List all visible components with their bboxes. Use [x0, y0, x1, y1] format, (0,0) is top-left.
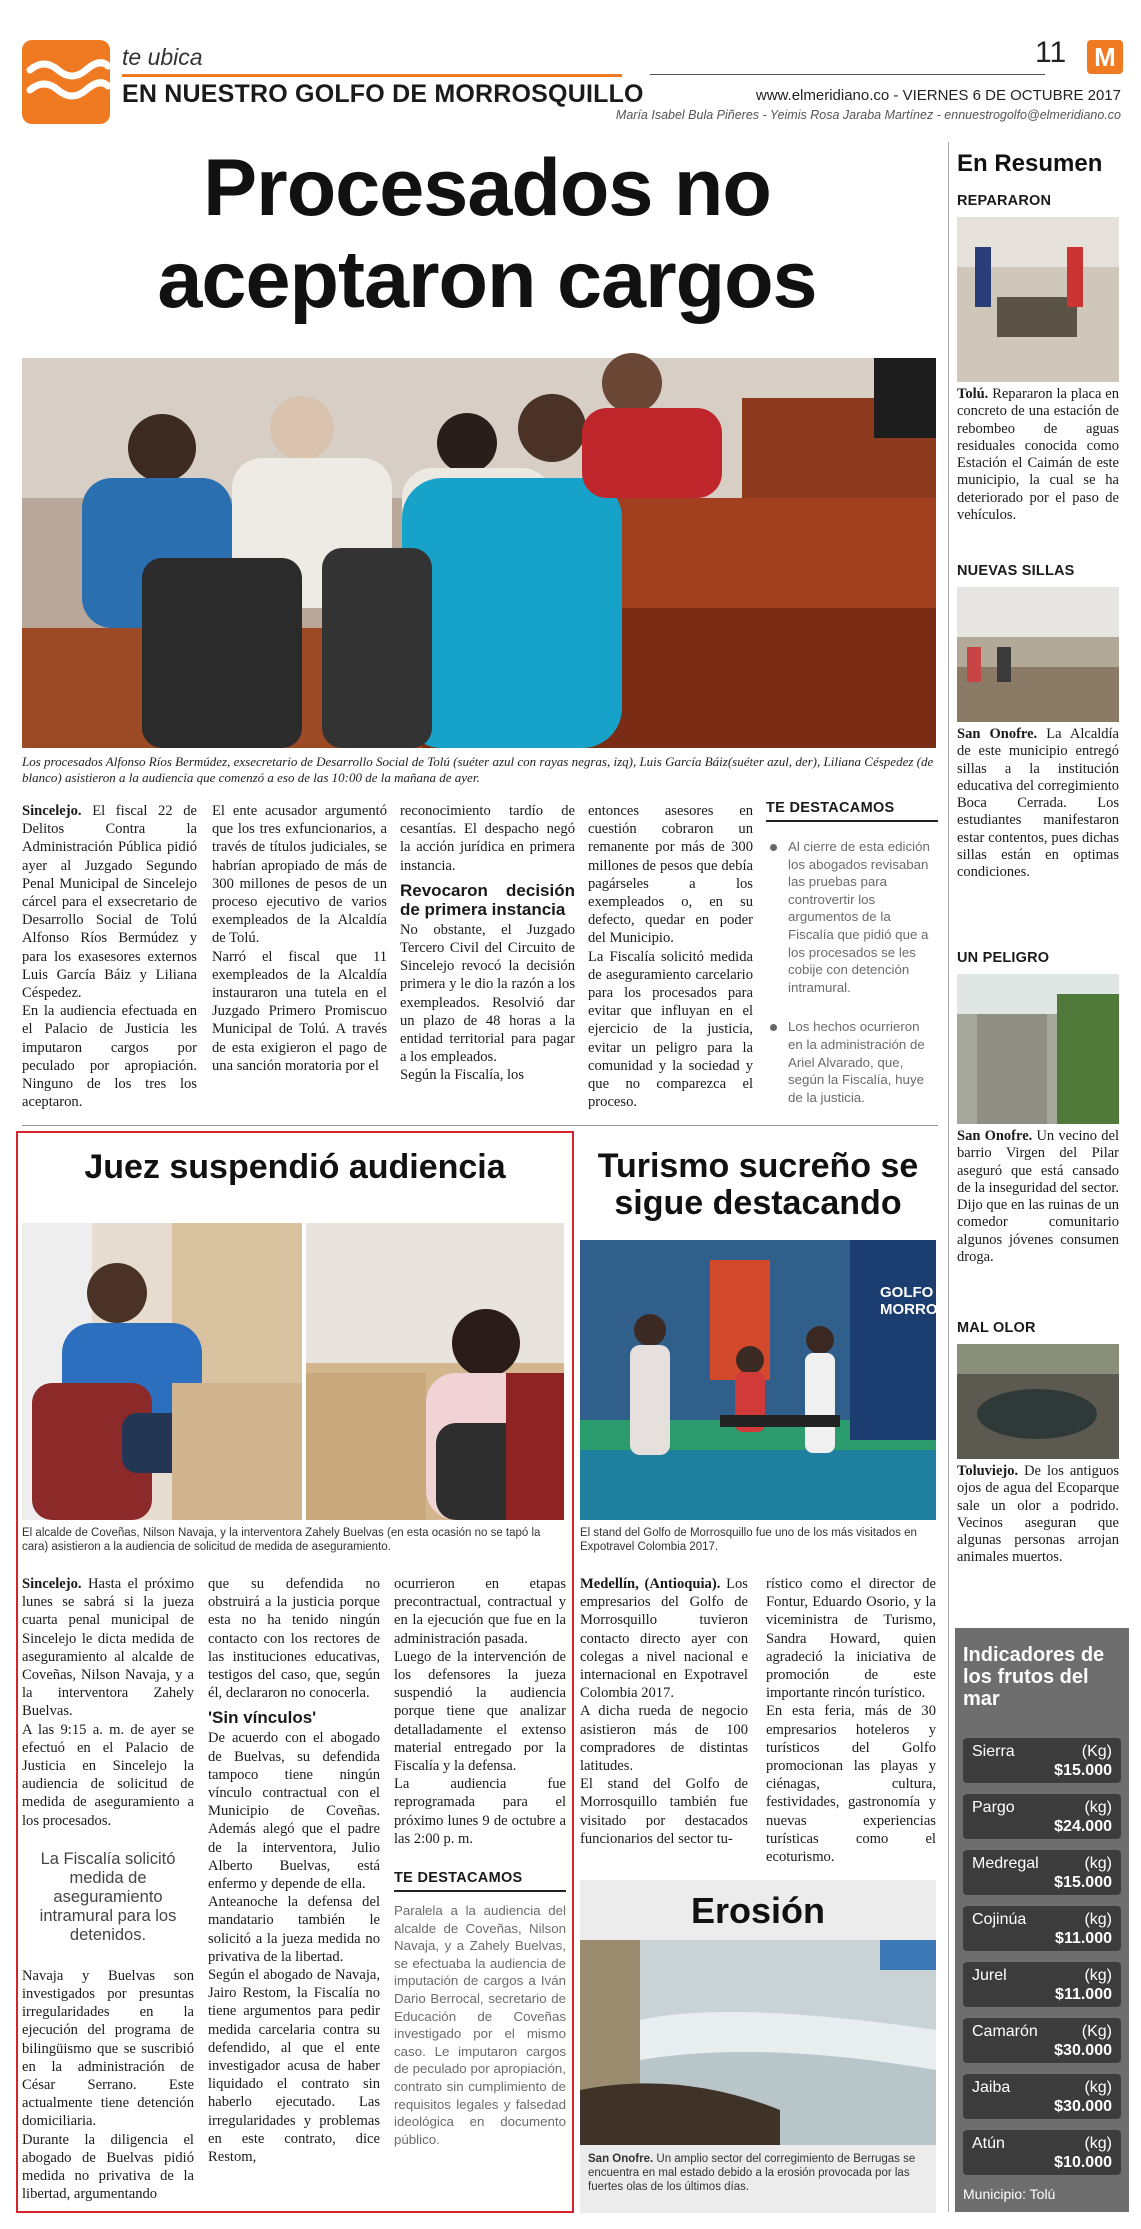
sidebar-item-text: Repararon la placa en concreto de una estación de rebombeo de aguas residuales conocida como Estación el Caimán de este municipio, la cual se ha deteriorado por el paso de vehículos.: [957, 386, 1119, 524]
indicator-name: Medregal: [972, 1855, 1039, 1872]
waves-icon: [22, 40, 110, 124]
main-col-2: [212, 802, 387, 1117]
pond-photo: [957, 1344, 1119, 1459]
turismo-col-2-text-2: En esta feria, más de 30 empresarios hoteleros y turísticos del Golfo promocionan las playas y ciénagas, cultura, festividades, gastronomía y nuevas experiencias turísticas como el ecoturismo.: [766, 1703, 936, 1866]
main-col-2-text-2: Narró el fiscal que 11 exempleados de la Alcaldía instauraron una tutela en el Juzgado Primero Promiscuo Municipal de Tolú. A través de esta exigieron el pago de una sanción moratoria por el: [212, 948, 387, 1074]
erosion-caption-lead: San Onofre.: [588, 2153, 654, 2165]
juez-col-3-text: ocurrieron en etapas precontractual, contractual y en la ejecución que fue en la administración pasada.: [394, 1576, 566, 1647]
turismo-dateline: Medellín, (Antioquia).: [580, 1576, 721, 1592]
juez-col-3: [394, 1575, 566, 1865]
turismo-col-1: [580, 1575, 748, 1855]
juez-col-1-text-4: Durante la diligencia el abogado de Buelvas pidió medida no privativa de la libertad, argumentando: [22, 2131, 194, 2203]
main-col-4: [588, 802, 753, 1117]
turismo-headline-line-2: sigue destacando: [614, 1184, 902, 1222]
main-dateline: Sincelejo.: [22, 803, 82, 819]
turismo-col-2: [766, 1575, 936, 1866]
main-highlight-title: TE DESTACAMOS: [766, 800, 938, 822]
juez-col-1-text-2: A las 9:15 a. m. de ayer se efectuó en el Palacio de Justicia en Sincelejo la audiencia de solicitud de medida de aseguramiento a los procesados.: [22, 1721, 194, 1829]
sidebar-item-lead: Toluviejo.: [957, 1463, 1019, 1479]
sidebar-item-text: De los antiguos ojos de agua del Ecoparque sale un olor a podrido. Vecinos aseguran que algunas personas arrojan animales muertos.: [957, 1463, 1119, 1566]
erosion-caption-text: Un amplio sector del corregimiento de Berrugas se encuentra en mal estado debido a la erosión provocada por las fuertes olas de los últimos días.: [588, 2153, 916, 2193]
indicator-price: $11.000: [1055, 1986, 1112, 2003]
bullet-icon: [770, 844, 777, 851]
main-col-2-text: El ente acusador argumentó que los tres exfuncionarios, a través de títulos judiciales, se habrían apropiado de más de 300 millones de pesos de un proceso ejecutivo de varios exempleados de la Alcaldía de Tolú.: [212, 803, 387, 947]
indicator-row: [963, 2018, 1121, 2063]
indicator-unit: (Kg): [1081, 1743, 1112, 1760]
main-col-1-text-2: En la audiencia efectuada en el Palacio de Justicia les imputaron cargos por peculado por apropiación. Ninguno de los tres los aceptaron.: [22, 1003, 197, 1111]
bullet-icon: [770, 1024, 777, 1031]
juez-photo-right: [306, 1223, 564, 1520]
main-highlight-1: Al cierre de esta edición los abogados revisaban las pruebas para controvertir los argumentos de la Fiscalía que pidió que a los procesados se les cobije con detención intramural.: [788, 839, 930, 995]
sidebar-item-heading: REPARARON: [957, 193, 1052, 209]
indicator-price: $15.000: [1054, 1762, 1112, 1779]
brand-mark-letter: M: [1094, 42, 1116, 72]
section-rule: [122, 74, 622, 77]
sidebar-item-peligro: [957, 950, 1119, 1266]
indicator-row: [963, 2130, 1121, 2175]
turismo-headline: [580, 1148, 936, 1222]
sidebar-item-sillas: [957, 563, 1119, 882]
indicator-unit: (kg): [1084, 1967, 1112, 1984]
expotravel-photo: [580, 1240, 948, 1520]
indicator-row: [963, 1738, 1121, 1783]
section-small-title: te ubica: [122, 44, 203, 70]
indicator-name: Cojinúa: [972, 1911, 1027, 1928]
indicator-row: [963, 1794, 1121, 1839]
juez-col-2-text-2: De acuerdo con el abogado de Buelvas, su defendida tampoco tiene ningún vínculo contractual con el Municipio de Coveñas. Además alegó que el padre de la interventora, Julio Alberto Buelvas, está enfermo y depende de ella.: [208, 1730, 380, 1893]
indicator-name: Atún: [972, 2135, 1005, 2152]
main-col-4-text-2: La Fiscalía solicitó medida de aseguramiento carcelario para los procesados para evitar que influyan en el ejercicio de la justicia, evitar un peligro para la comunidad y la sociedad y que no comparezca el proceso.: [588, 948, 753, 1111]
sidebar-item-text: La Alcaldía de este municipio entregó sillas a la institución educativa del corregimiento Boca Cerrada. Los estudiantes manifestaron estar contentos, pues dichas sillas están en optimas condiciones.: [957, 726, 1119, 881]
indicator-price: $30.000: [1054, 2098, 1112, 2115]
juez-col-1-text: Hasta el próximo lunes se sabrá si la jueza cuarta penal municipal de Sincelejo le dicta medida de aseguramiento al alcalde de Coveñas, Nilson Navaja, y a la interventora Zahely Buelvas.: [22, 1576, 194, 1720]
turismo-col-1-text-3: El stand del Golfo de Morrosquillo también fue visitado por destacados funcionarios del sector tu-: [580, 1776, 748, 1847]
juez-col-3-text-2: Luego de la intervención de los defensores la jueza suspendió la audiencia porque tiene que analizar detalladamente el extenso material entregado por la Fiscalía y la defensa.: [394, 1648, 566, 1775]
juez-col-2-text-4: Según el abogado de Navaja, Jairo Restom, la Fiscalía no tiene argumentos para pedir medida carcelaria contra su defendido, al que el ente investigador acusa de haber liquidado el contrato sin haberlo ejecutado. Las irregularidades y problemas en este contrato, dice Restom,: [208, 1967, 380, 2166]
indicator-name: Pargo: [972, 1799, 1015, 1816]
indicator-name: Sierra: [972, 1743, 1015, 1760]
indicator-row: [963, 1850, 1121, 1895]
sidebar-item-lead: San Onofre.: [957, 1128, 1033, 1144]
turismo-photo-caption: El stand del Golfo de Morrosquillo fue uno de los más visitados en Expotravel Colombia 2017.: [580, 1527, 917, 1553]
sidebar-item-text: Un vecino del barrio Virgen del Pilar aseguró que está cansado de la inseguridad del sector. Dijo que en las ruinas de un comedor comunitario algunos jóvenes consumen droga.: [957, 1128, 1119, 1266]
authors-line: María Isabel Bula Piñeres - Yeimis Rosa Jaraba Martínez - ennuestrogolfo@elmeridiano.co: [615, 108, 1121, 122]
turismo-headline-line-1: Turismo sucreño se: [597, 1147, 919, 1185]
erosion-headline: Erosión: [690, 1890, 825, 1931]
juez-col-1-text-3: Navaja y Buelvas son investigados por presuntas irregularidades en la ejecución del programa de bilingüismo que se suscribió en la administración de César Serrano. Este actualmente tiene detención domiciliaria.: [22, 1967, 194, 2130]
main-headline-line-2: aceptaron cargos: [157, 235, 817, 325]
indicator-price: $24.000: [1054, 1818, 1112, 1835]
indicator-price: $30.000: [1054, 2042, 1112, 2059]
section-divider: [22, 1125, 938, 1126]
turismo-col-2-text: rístico como el director de Fontur, Eduardo Osorio, y la viceministra de Turismo, Sandra Howard, quien agradeció la iniciativa de promoción de este importante rincón turístico.: [766, 1576, 936, 1702]
main-col-1-text: El fiscal 22 de Delitos Contra la Administración Pública pidió ayer al Juzgado Segundo Penal Municipal de Sincelejo cárcel para el exsecretario de Desarrollo Social de Tolú Alfonso Ríos Bermúdez y para los exasesores externos Luis García Báiz y Liliana Céspedez.: [22, 803, 197, 1002]
indicator-row: [963, 1906, 1121, 1951]
turismo-col-1-text-2: A dicha rueda de negocio asistieron más de 100 compradores de distintas latitudes.: [580, 1703, 748, 1775]
indicator-row: [963, 2074, 1121, 2119]
erosion-caption: [588, 2152, 930, 2194]
sidebar-item-heading: MAL OLOR: [957, 1320, 1036, 1336]
main-col-3-text-2: No obstante, el Juzgado Tercero Civil del Circuito de Sincelejo revocó la decisión primera y le dio la razón a los exempleados. Resolvió dar un plazo de 48 horas a la entidad territorial para pagar a los empleados.: [400, 921, 575, 1066]
indicator-price: $10.000: [1054, 2154, 1112, 2171]
sidebar-item-reparon: [957, 193, 1119, 524]
main-col-3-text-3: Según la Fiscalía, los: [400, 1067, 525, 1084]
indicator-name: Camarón: [972, 2023, 1038, 2040]
sidebar-item-olor: [957, 1320, 1119, 1567]
indicators-footer: Municipio: Tolú: [963, 2186, 1056, 2202]
indicator-unit: (kg): [1084, 2135, 1112, 2152]
indicator-row: [963, 1962, 1121, 2007]
sidebar-item-lead: San Onofre.: [957, 726, 1038, 742]
page-number: 11: [1035, 36, 1067, 69]
sidebar-title: En Resumen: [957, 150, 1103, 177]
juez-photo-caption: El alcalde de Coveñas, Nilson Navaja, y la interventora Zahely Buelvas (en esta ocasión no se tapó la cara) asistieron a la audiencia de solicitud de medida de aseguramiento.: [22, 1527, 541, 1553]
indicator-name: Jaiba: [972, 2079, 1011, 2096]
chairs-photo: [957, 587, 1119, 722]
juez-col-2: [208, 1575, 380, 2207]
courtroom-photo: [22, 358, 936, 748]
juez-headline: Juez suspendió audiencia: [84, 1148, 506, 1186]
indicator-unit: (Kg): [1081, 2023, 1112, 2040]
main-highlight-box: [766, 800, 938, 1120]
juez-highlight-text: Paralela a la audiencia del alcalde de Coveñas, Nilson Navaja, y a Zahely Buelvas, se efectuaba la audiencia de imputación de cargos a Iván Dario Berrocal, secretario de Educación de Coveñas investigado por el mismo caso. Le imputaron cargos de peculado por apropiación, contrato sin cumplimiento de requisitos legales y falsedad ideológica en documento público.: [394, 1903, 566, 2147]
indicator-price: $15.000: [1054, 1874, 1112, 1891]
juez-highlight-box: [394, 1870, 566, 2208]
repair-photo: [957, 217, 1119, 382]
main-col-4-text: entonces asesores en cuestión cobraron un remanente por más de 300 millones de pesos que debía pagárseles a los exempleados o, en su defecto, quedar en poder del Municipio.: [588, 803, 753, 947]
sidebar-item-heading: NUEVAS SILLAS: [957, 563, 1075, 579]
sidebar-item-heading: UN PELIGRO: [957, 950, 1050, 966]
indicator-unit: (kg): [1084, 1799, 1112, 1816]
main-col-3-text: reconocimiento tardío de cesantías. El despacho negó la acción jurídica en primera instancia.: [400, 803, 575, 874]
juez-pull-quote: La Fiscalía solicitó medida de aseguramiento intramural para los detenidos.: [39, 1849, 177, 1944]
main-col-1: [22, 802, 197, 1117]
main-headline: [22, 142, 952, 326]
juez-highlight-title: TE DESTACAMOS: [394, 1870, 566, 1892]
erosion-photo: [580, 1940, 936, 2145]
sidebar-item-lead: Tolú.: [957, 386, 989, 402]
juez-photo-left: [22, 1223, 302, 1520]
main-col-3: [400, 802, 575, 1117]
main-subheading: Revocaron decisión de primera instancia: [400, 880, 575, 919]
golfo-banner-text: GOLFO MORROS: [880, 1284, 948, 1318]
juez-dateline: Sincelejo.: [22, 1576, 82, 1592]
web-date: www.elmeridiano.co - VIERNES 6 DE OCTUBRE 2017: [755, 87, 1121, 104]
main-photo-caption: Los procesados Alfonso Ríos Bermúdez, exsecretario de Desarrollo Social de Tolú (suéter azul con rayas negras, izq), Luis García Báiz(suéter azul, der), Liliana Céspedez (de blanco) asistieron a la audiencia que comenzó a eso de las 10:00 de la mañana de ayer.: [22, 754, 934, 785]
indicator-name: Jurel: [972, 1967, 1007, 1984]
brand-mark: [1087, 40, 1123, 74]
indicators-title: Indicadores de los frutos del mar: [963, 1644, 1105, 1710]
indicator-unit: (kg): [1084, 1911, 1112, 1928]
indicator-unit: (kg): [1084, 2079, 1112, 2096]
indicator-unit: (kg): [1084, 1855, 1112, 1872]
header-top-rule: [650, 74, 1045, 75]
ruins-photo: [957, 974, 1119, 1124]
section-logo: [22, 40, 110, 124]
juez-col-2-text: que su defendida no obstruirá a la justicia porque esta no ha tenido ningún contacto con los rectores de las instituciones educativas, testigos del caso, que, según él, declararon no conocerla.: [208, 1576, 380, 1702]
turismo-col-1-text: Los empresarios del Golfo de Morrosquillo tuvieron contacto directo ayer con colegas a nivel nacional e internacional en Expotravel Colombia 2017.: [580, 1576, 748, 1702]
juez-col-3-text-3: La audiencia fue reprogramada para el próximo lunes 9 de octubre a las 2:00 p. m.: [394, 1776, 566, 1847]
sidebar-rule: [948, 142, 949, 2212]
indicator-price: $11.000: [1055, 1930, 1112, 1947]
juez-col-2-text-3: Anteanoche la defensa del mandatario también le solicitó a la jueza medida no privativa de la libertad.: [208, 1894, 380, 1965]
section-big-title: EN NUESTRO GOLFO DE MORROSQUILLO: [122, 80, 644, 108]
juez-subheading: 'Sin vínculos': [208, 1708, 317, 1728]
main-headline-line-1: Procesados no: [203, 143, 771, 233]
juez-col-1: [22, 1575, 194, 2207]
main-highlight-2: Los hechos ocurrieron en la administración de Ariel Alvarado, que, según la Fiscalía, huye de la justicia.: [788, 1019, 925, 1105]
